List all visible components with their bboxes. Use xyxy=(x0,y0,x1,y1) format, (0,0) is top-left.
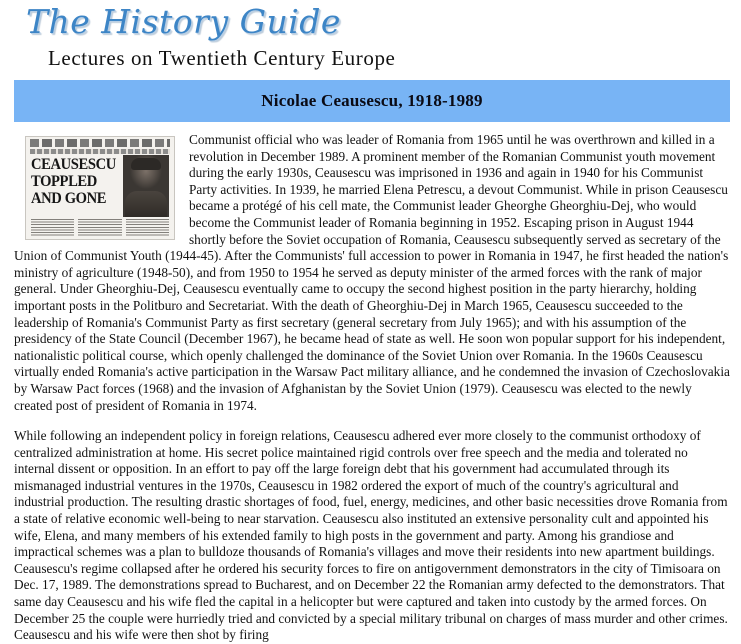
article-body xyxy=(0,122,741,644)
article-paragraph-1: Communist official who was leader of Romania from 1965 until he was overthrown and killed in a revolution in December 1989. A prominent member of the Romanian Communist youth movement during the early 1930s, Ceausescu was imprisoned in 1936 and again in 1940 for his Communist Party activities. In 1939, he married Elena Petrescu, a devout Communist. While in prison Ceausescu became a protégé of his cell mate, the Communist leader Gheorghe Gheorghiu-Dej, who would become the Communist leader of Romania beginning in 1952. Escaping prison in August 1944 shortly before the Soviet occupation of Romania, Ceausescu subsequently served as secretary of the Union of Communist Youth (1944-45). After the Communists' full accession to power in Romania in 1947, he first headed the nation's ministry of agriculture (1948-50), and from 1950 to 1954 he served as deputy minister of the armed forces with the rank of major general. Under Gheorghiu-Dej, Ceausescu eventually came to occupy the second highest position in the party hierarchy, holding important posts in the Politburo and Secretariat. With the death of Gheorghiu-Dej in March 1965, Ceausescu succeeded to the leadership of Romania's Communist Party as first secretary (general secretary from July 1965); and with his assumption of the presidency of the State Council (December 1967), he became head of state as well. He soon won popular support for his independent, nationalistic political course, which openly challenged the dominance of the Soviet Union over Romania. In the 1960s Ceausescu virtually ended Romania's active participation in the Warsaw Pact military alliance, and he condemned the invasion of Czechoslovakia by Warsaw Pact forces (1968) and the invasion of Afghanistan by the Soviet Union (1979). Ceausescu was elected to the newly created post of president of Romania in 1974. xyxy=(14,132,730,413)
article-paragraph-2: While following an independent policy in foreign relations, Ceausescu adhered ever more closely to the communist orthodoxy of centralized administration at home. His secret police maintained rigid controls over free speech and the media and tolerated no internal dissent or opposition. In an effort to pay off the large foreign debt that his government had accumulated through its mismanaged industrial ventures in the 1970s, Ceausescu in 1982 ordered the export of much of the country's agricultural and industrial production. The resulting drastic shortages of food, fuel, energy, medicines, and other basic necessities drove Romania from a state of relative economic well-being to near starvation. Ceausescu also instituted an extensive personality cult and appointed his wife, Elena, and many members of his extended family to high posts in the government and party. Among his grandiose and impractical schemes was a plan to bulldoze thousands of Romania's villages and move their residents into new apartment buildings. Ceausescu's regime collapsed after he ordered his security forces to fire on antigovernment demonstrators in the city of Timisoara on Dec. 17, 1989. The demonstrations spread to Bucharest, and on December 22 the Romanian army defected to the demonstrators. That same day Ceausescu and his wife fled the capital in a helicopter but were captured and taken into custody by the armed forces. On December 25 the couple were hurriedly tried and convicted by a special military tribunal on charges of mass murder and other crimes. Ceausescu and his wife were then shot by firing xyxy=(14,428,728,643)
clipping-masthead-bar xyxy=(30,139,170,147)
page-title: Nicolae Ceausescu, 1918-1989 xyxy=(261,91,483,110)
clipping-portrait-photo xyxy=(123,155,169,217)
clipping-canvas xyxy=(25,136,175,240)
clipping-column xyxy=(78,219,121,236)
clipping-column xyxy=(126,219,169,236)
site-masthead xyxy=(0,0,741,72)
site-subtitle: Lectures on Twentieth Century Europe xyxy=(48,46,396,70)
clipping-columns xyxy=(31,219,169,236)
clipping-kicker-line xyxy=(30,149,170,154)
site-title: The History Guide xyxy=(26,2,341,41)
newspaper-clipping-image xyxy=(25,136,175,240)
page-title-banner xyxy=(14,80,730,122)
clipping-headline: CEAUSESCU TOPPLED AND GONE xyxy=(31,156,116,207)
clipping-column xyxy=(31,219,74,236)
